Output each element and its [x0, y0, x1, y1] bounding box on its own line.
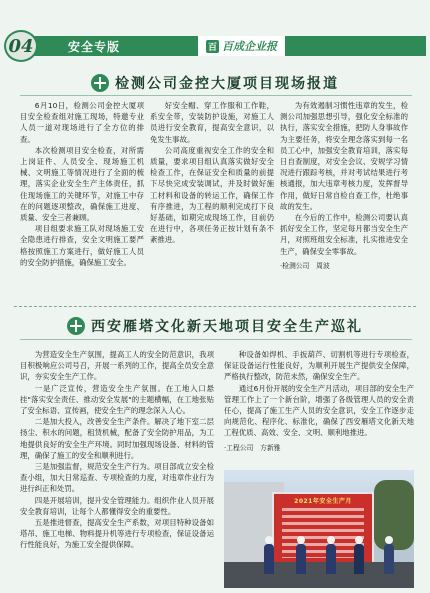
- article1-byline: ·检测公司 周波: [280, 261, 330, 270]
- article2-column-2: [224, 349, 414, 464]
- article1-paragraph: 为有效遏制习惯性违章的发生，检测公司加强思想引导，强化安全标准的执行，落实安全措施，把防人身事故作为主要任务，将安全理念落实到每一名员工心中，加强安全教育培训，落实每日自查制度，对安全会议、安规学习情况进行跟踪考核，并对考试结果进行考核通报，加大违章考核力度，发挥督导作用，做好日常自检自查工作，杜绝事故的发生。: [280, 101, 408, 211]
- article1-paragraph: 在今后的工作中，检测公司要认真抓好安全工作，坚定每月都当安全生产月，对照班组安全标准，扎实推进安全生产，确保安全零事故。: [280, 213, 408, 256]
- headline-rule: [20, 339, 412, 340]
- article2-paragraph: 五是推进督查，提高安全生产系数，对项目特种设备如塔吊、施工电梯、物料提升机等进行专项检查，保证设备运行性能良好，为施工安全提供保障。: [20, 518, 214, 550]
- paper-logo: [198, 36, 285, 56]
- article1-headline: [0, 73, 430, 93]
- page-header: [0, 30, 430, 62]
- article2-column-1: [20, 349, 214, 587]
- article1-paragraph: 本次检测项目安全检查，对所需上岗证件、人员安全、现场施工机械、文明施工等情况进行了全面的梳理，落实企业安全生产主体责任，抓住现场施工的关键环节，对施工中存在的问题逐项整改，确保施工进度、质量、安全三者兼顾。: [20, 145, 144, 223]
- headline-rule: [20, 95, 412, 96]
- article1-column-1: [20, 100, 144, 310]
- photo-person: [264, 544, 274, 574]
- page-number: 04: [8, 35, 34, 57]
- safety-cross-icon: [67, 317, 85, 335]
- article2-paragraph: 种设备如焊机、手扳葫芦、切割机等进行专项检查，保证设备运行性能良好，为顺利开展生产提供安全保障，严格执行整改，防范未然，确保安全生产。: [224, 350, 414, 382]
- article2-headline: [0, 316, 430, 336]
- article1-title: 检测公司金控大厦项目现场报道: [115, 76, 339, 92]
- article2-paragraph: 二是加大投入，改善安全生产条件。解决了地下室二层扬尘、积水的问题，租赁机械，配备了安全防护用品，为工地提供良好的安全生产环境。同时加强现场设备、材料的管理，确保了施工的安全和顺利进行。: [20, 417, 214, 460]
- article1-paragraph: 好安全帽、穿工作服和工作鞋，系安全带，安装防护设施，对施工人员进行安全教育，提高安全意识，以免发生事故。: [150, 101, 274, 144]
- article2-paragraph: 四是开展培训，提升安全管理能力。组织作业人员开展安全教育培训，让每个人都懂得安全的重要性。: [20, 495, 214, 516]
- article1-column-2: [150, 100, 274, 310]
- site-photo: [224, 470, 414, 588]
- photo-banner-rows: [282, 508, 364, 558]
- article1-column-3: [280, 100, 408, 310]
- photo-person: [354, 544, 364, 574]
- section-title: 安全专版: [68, 40, 121, 54]
- photo-person: [326, 544, 336, 574]
- article2-paragraph: 三是加强监督，规范安全生产行为。项目部成立安全检查小组，加大日常巡查、专项检查的力度，对违章作业行为进行纠正和处罚。: [20, 462, 214, 494]
- photo-banner-title: 2021年安全生产月: [294, 498, 352, 505]
- photo-person: [296, 544, 306, 574]
- article1-paragraph: 公司高度重视安全工作的安全和质量，要求项目组认真落实做好安全检查工作，在保证安全和质量的前提下尽快完成安装调试，并及时做好施工材料和设备的转运工作，确保工作有序推进，为工程的顺利完成打下良好基础，如期完成现场工作，目前仍在进行中，各项任务正按计划有条不紊推进。: [150, 145, 274, 245]
- article2-byline: ·工程公司 方新雅: [224, 443, 281, 452]
- article2-title: 西安雁塔文化新天地项目安全生产巡礼: [91, 319, 363, 335]
- article2-paragraph: 通过6月份开展的安全生产月活动，项目部的安全生产管理工作上了一个新台阶，增强了各级管理人员的安全责任心，提高了施工生产人员的安全意识，安全工作逐步走向规范化、程序化、标准化，确保了西安雁塔文化新天地工程优质、高效、安全、文明、顺利地推进。: [224, 383, 414, 438]
- article2-paragraph: 为营造安全生产氛围，提高工人的安全防范意识，我项目积极响应公司号召，开展一系列的工作，提高全员安全意识，夯实安全生产工作。: [20, 350, 214, 382]
- article1-paragraph: 项目组要求施工队对现场施工安全隐患进行排查，安全文明施工要严格按照施工方案进行，做好施工人员的安全防护措施，确保施工安全。: [20, 224, 144, 267]
- article1-paragraph: 6月10日，检测公司金控大厦项目安全检查组对施工现场，特邀专业人员一道对现场进行了全方位的排查。: [20, 101, 144, 144]
- article2-paragraph: 一是广泛宣传，营造安全生产氛围。在工地入口悬挂"落实安全责任、推动安全发展"的主题横幅，在工地张贴了安全标语、宣传画，使安全生产的理念深入人心。: [20, 383, 214, 416]
- article-divider: [14, 306, 416, 307]
- page-number-badge: [4, 30, 38, 62]
- paper-name: 百成企业报: [222, 40, 277, 53]
- photo-person: [384, 544, 394, 574]
- logo-mark-icon: 百: [206, 40, 219, 53]
- photo-tree: [374, 480, 414, 550]
- safety-cross-icon: [91, 74, 109, 92]
